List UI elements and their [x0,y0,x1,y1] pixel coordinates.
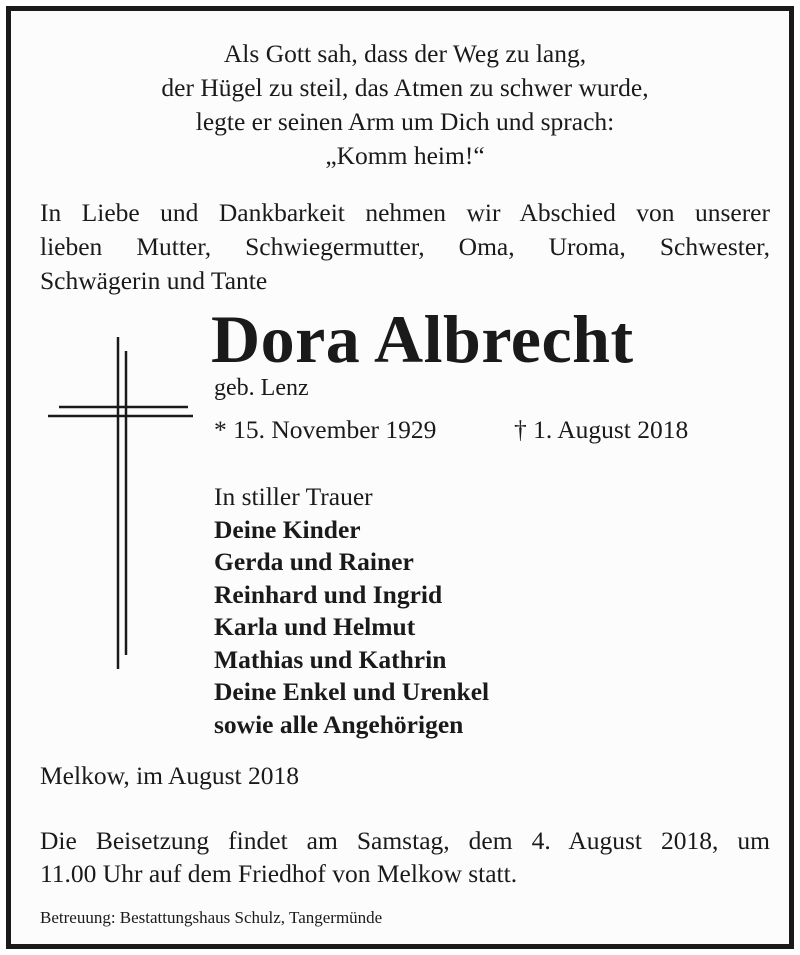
farewell-line: In Liebe und Dankbarkeit nehmen wir Abschied von unserer [40,198,770,227]
burial-line: Die Beisetzung findet am Samstag, dem 4. August 2018, um [40,826,770,855]
mourner-entry: Mathias und Kathrin [214,644,447,674]
mourner-entry: Deine Enkel und Urenkel [214,677,490,706]
poem-line: Als Gott sah, dass der Weg zu lang, [223,39,587,68]
death-date: † 1. August 2018 [514,415,689,444]
mourners-heading: In stiller Trauer [214,482,373,511]
poem-line: legte er seinen Arm um Dich und sprach: [195,107,615,136]
cross-icon [43,337,193,674]
mourner-entry: Reinhard und Ingrid [214,579,443,609]
poem-line: der Hügel zu steil, das Atmen zu schwer wurde, [161,73,649,102]
farewell-line: lieben Mutter, Schwiegermutter, Oma, Uroma, Schwester, [40,232,770,261]
mourner-entry: sowie alle Angehörigen [214,709,464,739]
poem [11,37,799,173]
burial-info [40,824,770,890]
mourners-block [214,481,489,741]
farewell-text [40,196,770,298]
mourner-entry: Gerda und Rainer [214,547,414,576]
place-and-date: Melkow, im August 2018 [40,761,300,790]
mourner-entry: Karla und Helmut [214,612,416,641]
deceased-name: Dora Albrecht [211,301,634,377]
birth-date: * 15. November 1929 [214,415,437,444]
mourner-entry: Deine Kinder [214,514,361,544]
farewell-line: Schwägerin und Tante [40,266,268,295]
maiden-name: geb. Lenz [214,375,309,401]
poem-line: „Komm heim!“ [325,141,485,170]
obituary-notice [6,6,794,949]
burial-line: 11.00 Uhr auf dem Friedhof von Melkow statt. [40,859,518,888]
funeral-home-credit: Betreuung: Bestattungshaus Schulz, Tangermünde [40,908,383,927]
